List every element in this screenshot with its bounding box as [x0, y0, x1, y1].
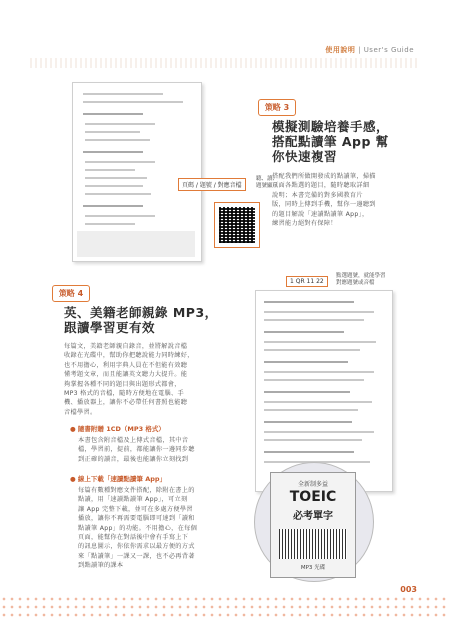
header-texture	[30, 58, 420, 68]
cd-cover-label: MP3 光碟	[300, 565, 326, 571]
step3-heading: 模擬測驗培養手感， 搭配點讀筆 App 幫 你快速複習	[272, 119, 390, 164]
step4-bullet1-title: ● 隨書附贈 1CD（MP3 格式）	[70, 425, 165, 433]
footer-dotline-2	[0, 604, 450, 610]
cd-cover-title-cn: 必考單字	[293, 511, 333, 522]
step4-page-mockup	[255, 290, 393, 492]
step3-body: 搭配我們所做開發成的點讀筆，掃描 頁面各點選的題目，隨時聽取詳細 說明；本書完備的對多國教育片 版，同時上傳到手機，幫你一邊聽到 的題目解說「速讀點讀筆 App」， 練習能力絕對有保障！	[272, 173, 376, 228]
cd-cover-top: 全新制多益	[297, 481, 328, 488]
header-title-cn: 使用說明	[325, 46, 356, 54]
footer-dotline-3	[0, 612, 450, 618]
header-divider: |	[358, 46, 364, 54]
page-number: 003	[400, 585, 417, 594]
step4-bullet2-title: ● 線上下載「速讀點讀筆 App」	[70, 475, 167, 483]
cd-cover-book	[270, 472, 356, 578]
step4-heading: 英、美籍老師親錄 MP3， 跟讀學習更有效	[64, 305, 218, 335]
header-title-en: User's Guide	[363, 46, 414, 54]
step4-body: 每篇文，美籍老師親自錄音，並將解說音檔 收錄在光碟中，幫助你把聽說能力同時練好， 也不用擔心，利用字典人員在不但能有效聽 懂考題文章，而且能讓英文聽力大提升。能 夠掌握各種不同的題目與出題形式都會， MP3 格式的音檔，隨時方便地在電腦、手 機、播放器上，讓你不必帶任何書照也能聽 音檔學習。	[64, 343, 194, 416]
step3-tag-note: 聽、讀、 題號顯示	[256, 176, 279, 189]
step3-tag: 頁碼 / 題號 / 對應音檔	[178, 178, 246, 191]
step4-badge: 策略 4	[52, 285, 90, 302]
step3-qr-frame	[214, 202, 260, 248]
header-label	[325, 45, 414, 55]
step3-badge: 策略 3	[258, 99, 296, 116]
footer-dotline-1	[0, 596, 450, 602]
step4-bullet2-body: 每篇有數種對應文件搭配，除附在書上的 點讀，用「速讀點讀筆 App」，可立刻 讓 App 完整下載，並可在多處方便學習 播放，讓你不再需要電腦即可達到「讀和 點讀筆 App」的功能。不用擔心，在每個 頁面，能幫你在對話後中會有手寫上下 的訊息圖示，你依你需求以最方便的方式 來「點讀筆」一課又一課，也不必再背著 到點讀筆的課本	[78, 487, 198, 570]
qr-code-icon	[219, 207, 255, 243]
step4-tag-note: 點選題號，就能學習 對應題號或音檔	[336, 273, 386, 286]
cd-cover-title-en: TOEIC	[289, 489, 337, 505]
step4-tag: 1 QR 11 22	[286, 276, 328, 287]
step3-page-mockup	[72, 82, 202, 262]
step4-bullet1-body: 本書包含附音檔及上傳式音檔，其中音 檔，學習前，提前，都能讓你一邊同步聽 到正確的讀音，最後也能讓你立刻找到	[78, 437, 195, 463]
